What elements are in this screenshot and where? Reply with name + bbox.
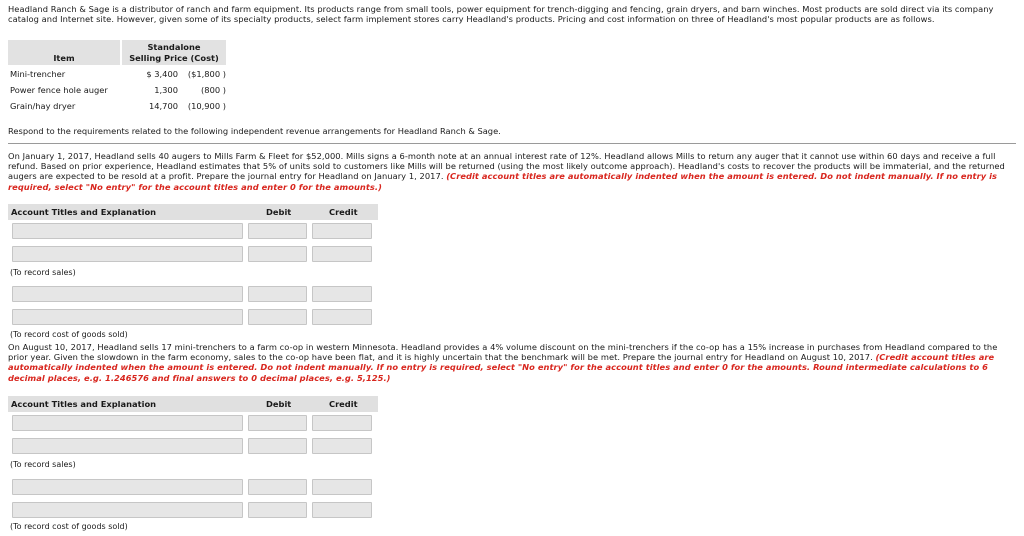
part1-cogs-credit-2[interactable] [312, 309, 372, 325]
header-debit: Debit [266, 207, 292, 217]
part1-instruction: (Credit account titles are automatically indented when the amount is entered. Do not indent manually. If no entry is required, select "No entry" for the account titles and enter 0 for the amounts.) [8, 171, 997, 192]
part1-cogs-credit-1[interactable] [312, 286, 372, 302]
part1-text: On January 1, 2017, Headland sells 40 augers to Mills Farm & Fleet for $52,000. Mills signs a 6-month note at an annual interest rate of 12%. Headland allows Mills to return any auger that it cannot use within 60 days and receive a full refund. Based on prior experience, Headland estimates that 5% of units sold to customers like Mills will be returned (using the most likely outcome approach). Headland's costs to recover the products will be immaterial, and the returned augers are expected to be resold at a profit. Prepare the journal entry for Headland on January 1, 2017. [8, 151, 1005, 182]
part1-note-sales: (To record sales) [10, 268, 76, 277]
part2-note-sales: (To record sales) [10, 460, 76, 469]
part2-sales-account-title-1[interactable] [12, 415, 243, 431]
part1-sales-debit-2[interactable] [248, 246, 307, 262]
item-name: Power fence hole auger [10, 85, 108, 95]
item-cost: (10,900 ) [187, 101, 226, 111]
header-debit: Debit [266, 399, 292, 409]
respond-instruction: Respond to the requirements related to the following independent revenue arrangements for Headland Ranch & Sage. [8, 126, 501, 136]
item-name: Mini-trencher [10, 69, 66, 79]
part1-note-cogs: (To record cost of goods sold) [10, 330, 128, 339]
part2-cogs-credit-1[interactable] [312, 479, 372, 495]
part1-cogs-debit-1[interactable] [248, 286, 307, 302]
header-item: Item [53, 53, 75, 63]
part2-sales-credit-1[interactable] [312, 415, 372, 431]
part1-cogs-debit-2[interactable] [248, 309, 307, 325]
part1-cogs-account-title-2[interactable] [12, 309, 243, 325]
part2-cogs-debit-1[interactable] [248, 479, 307, 495]
header-account-titles: Account Titles and Explanation [11, 207, 157, 217]
part2-text: On August 10, 2017, Headland sells 17 mini-trenchers to a farm co-op in western Minnesota. Headland provides a 4% volume discount on the mini-trenchers if the co-op has a 15% increase in purchases from Headland compared to the prior year. Given the slowdown in the farm economy, sales to the co-op have been flat, and it is highly uncertain that the benchmark will be met. Prepare the journal entry for Headland on August 10, 2017. [8, 342, 998, 363]
header-account-titles: Account Titles and Explanation [11, 399, 157, 409]
product-table-header [8, 40, 228, 65]
part2-cogs-debit-2[interactable] [248, 502, 307, 518]
part2-question [8, 342, 1016, 383]
part1-cogs-account-title-1[interactable] [12, 286, 243, 302]
part1-sales-debit-1[interactable] [248, 223, 307, 239]
part2-note-cogs: (To record cost of goods sold) [10, 522, 128, 531]
part1-question [8, 151, 1016, 192]
part2-cogs-account-title-2[interactable] [12, 502, 243, 518]
section-divider [8, 143, 1016, 144]
header-credit: Credit [329, 399, 358, 409]
item-price: 1,300 [154, 85, 178, 95]
part1-sales-account-title-2[interactable] [12, 246, 243, 262]
part2-journal-header [8, 396, 378, 412]
item-price: 14,700 [148, 101, 178, 111]
part1-sales-account-title-1[interactable] [12, 223, 243, 239]
part2-instruction: (Credit account titles are automatically indented when the amount is entered. Do not indent manually. If no entry is required, select "No entry" for the account titles and enter 0 for the amounts. Round intermediate calculations to 6 decimal places, e.g. 1.246576 and final answers to 0 decimal places, e.g. 5,125.) [8, 352, 995, 383]
table-row [8, 85, 228, 99]
header-standalone: Standalone [147, 42, 201, 52]
part2-cogs-credit-2[interactable] [312, 502, 372, 518]
part1-journal-header [8, 204, 378, 220]
item-cost: (800 ) [201, 85, 226, 95]
item-name: Grain/hay dryer [10, 101, 76, 111]
part2-cogs-account-title-1[interactable] [12, 479, 243, 495]
part1-sales-credit-1[interactable] [312, 223, 372, 239]
part1-sales-credit-2[interactable] [312, 246, 372, 262]
part2-sales-debit-2[interactable] [248, 438, 307, 454]
item-cost: ($1,800 ) [187, 69, 226, 79]
table-row [8, 69, 228, 83]
part2-sales-debit-1[interactable] [248, 415, 307, 431]
item-price: $ 3,400 [146, 69, 178, 79]
part2-sales-account-title-2[interactable] [12, 438, 243, 454]
table-row [8, 101, 228, 115]
intro-paragraph: Headland Ranch & Sage is a distributor of ranch and farm equipment. Its products range from small tools, power equipment for trench-digging and fencing, grain dryers, and barn winches. Most products are sold direct via its company catalog and Internet site. However, given some of its specialty products, select farm implement stores carry Headland's products. Pricing and cost information on three of Headland's most popular products are as follows. [8, 4, 994, 25]
part2-sales-credit-2[interactable] [312, 438, 372, 454]
header-selling-price: Selling Price (Cost) [129, 53, 219, 63]
header-credit: Credit [329, 207, 358, 217]
